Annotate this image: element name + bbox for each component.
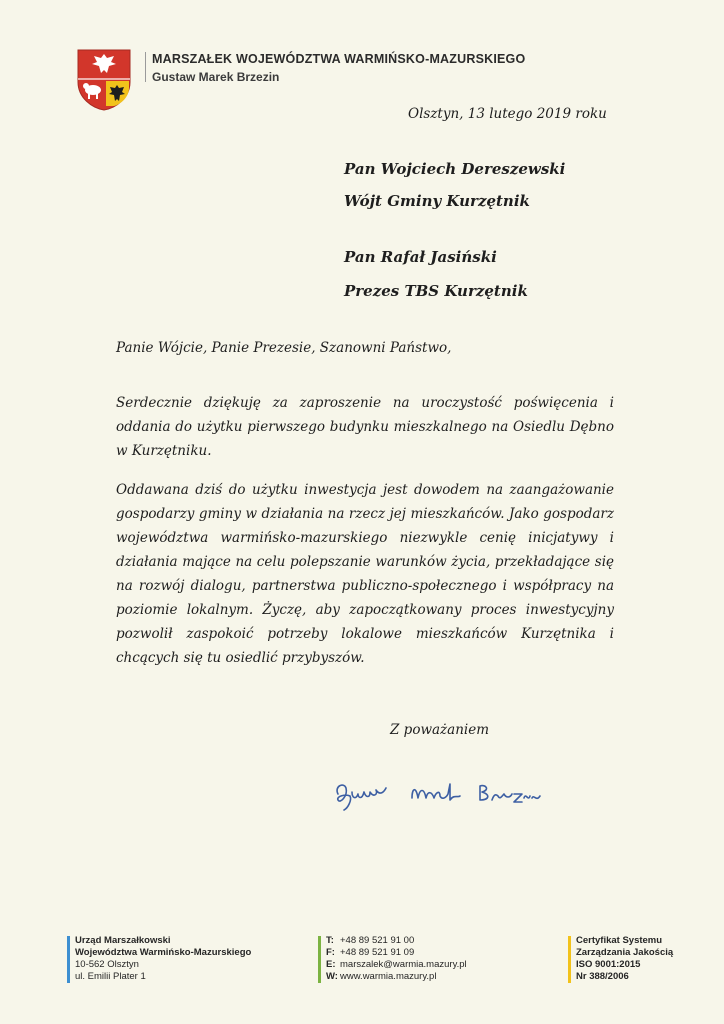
certificate-line-3: ISO 9001:2015 [576, 959, 641, 970]
office-line-2: Województwa Warmińsko-Mazurskiego [75, 947, 252, 958]
contact-fax: F: +48 89 521 91 09 [326, 947, 415, 958]
letter-date: Olsztyn, 13 lutego 2019 roku [408, 106, 607, 122]
recipient-title-2: Prezes TBS Kurzętnik [344, 282, 528, 300]
contact-website: W: www.warmia.mazury.pl [326, 971, 437, 982]
header-name: Gustaw Marek Brzezin [152, 70, 280, 84]
contact-phone: T: +48 89 521 91 00 [326, 935, 415, 946]
paragraph-1: Serdecznie dziękuję za zaproszenie na uroczystość poświęcenia i oddania do użytku pierwszego budynku mieszkalnego na Osiedlu Dębno w Kurzętniku. [116, 395, 614, 459]
footer-contact [326, 935, 467, 983]
recipient-name-2: Pan Rafał Jasiński [344, 248, 497, 266]
footer-bar-office [67, 936, 70, 983]
salutation: Panie Wójcie, Panie Prezesie, Szanowni Państwo, [116, 340, 452, 356]
header-divider [145, 52, 146, 82]
coat-of-arms-logo [76, 48, 132, 112]
certificate-line-1: Certyfikat Systemu [576, 935, 663, 946]
paragraph-2: Oddawana dziś do użytku inwestycja jest dowodem na zaangażowanie gospodarzy gminy w działania na rzecz jej mieszkańców. Jako gospodarz województwa warmińsko-mazurskiego niezwykle cenię inicjatywy i działania mające na celu polepszanie warunków życia, przekładające się na rozwój dialogu, partnerstwa publiczno-społecznego i współpracy na poziomie lokalnym. Życzę, aby zapoczątkowany proces inwestycyjny pozwolił zaspokoić potrzeby lokalowe mieszkańców Kurzętnika i chcących się tu osiedlić przybyszów. [116, 482, 614, 666]
phone-value: +48 89 521 91 00 [340, 935, 415, 946]
footer-bar-certificate [568, 936, 571, 983]
recipient-title-1: Wójt Gminy Kurzętnik [344, 192, 530, 210]
header-title: MARSZAŁEK WOJEWÓDZTWA WARMIŃSKO-MAZURSKIEGO [152, 52, 526, 66]
footer-bar-contact [318, 936, 321, 983]
office-line-1: Urząd Marszałkowski [75, 935, 171, 946]
certificate-line-2: Zarządzania Jakością [576, 947, 674, 958]
contact-email: E: marszalek@warmia.mazury.pl [326, 959, 467, 970]
office-line-4: ul. Emilii Plater 1 [75, 971, 146, 982]
email-value: marszalek@warmia.mazury.pl [340, 959, 467, 970]
website-value: www.warmia.mazury.pl [340, 971, 437, 982]
footer-office [75, 935, 251, 983]
footer-certificate [576, 935, 673, 983]
fax-value: +48 89 521 91 09 [340, 947, 415, 958]
office-line-3: 10-562 Olsztyn [75, 959, 139, 970]
certificate-line-4: Nr 388/2006 [576, 971, 629, 982]
handwritten-signature [330, 776, 550, 816]
closing: Z poważaniem [390, 722, 490, 738]
recipient-name-1: Pan Wojciech Dereszewski [344, 160, 566, 178]
